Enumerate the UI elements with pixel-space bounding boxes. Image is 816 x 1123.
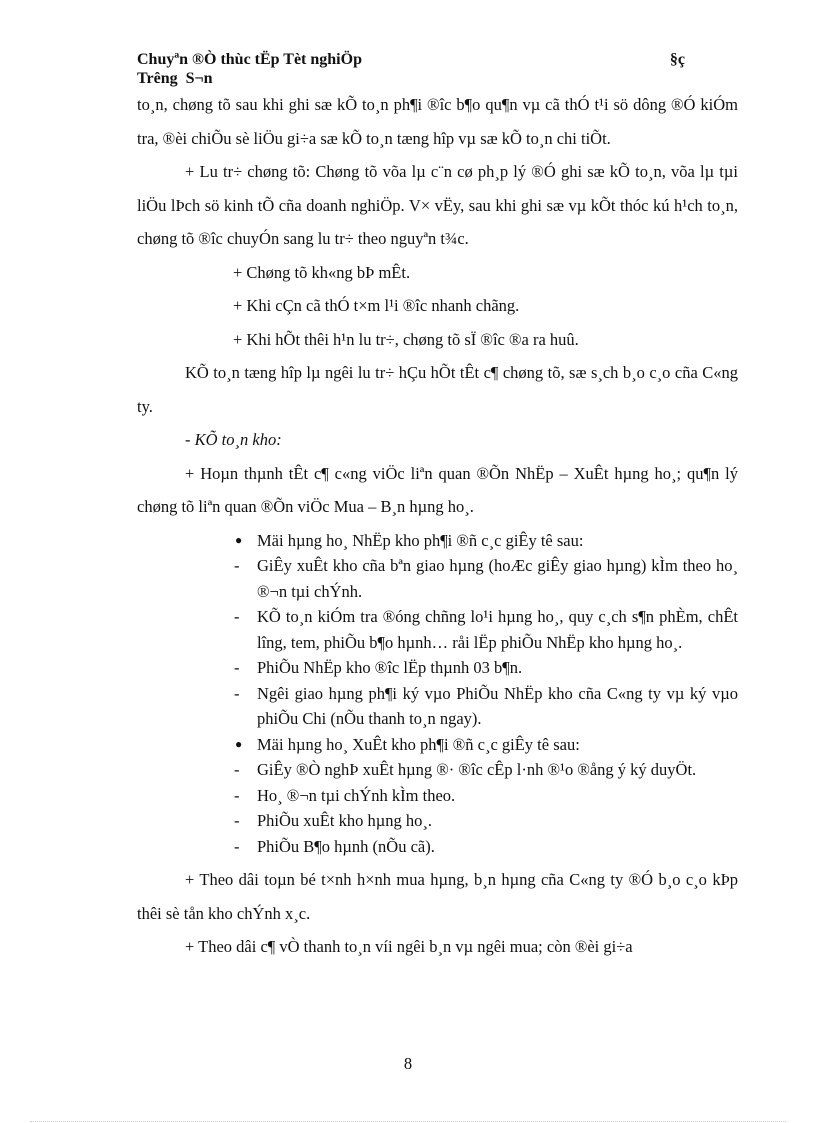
list-item (137, 834, 738, 860)
page-number: 8 (403, 1054, 413, 1073)
dash-marker: - (234, 785, 240, 805)
header-title-line-1: Chuyªn ®Ò thùc tËp Tèt nghiÖp (137, 51, 362, 68)
header-title-line-2: Trêng S¬n (137, 70, 213, 87)
list-item (137, 732, 738, 758)
page-header (137, 50, 697, 88)
section-heading-warehouse: - KÕ to¸n kho: (185, 430, 282, 449)
paragraph-general-accountant: KÕ to¸n tæng hîp lµ ngêi lu tr÷ hÇu hÕt tÊt c¶ chøng tõ, sæ s¸ch b¸o c¸o cña C«ng ty. (137, 363, 738, 416)
page-bottom-divider (30, 1121, 786, 1122)
list-item-text: PhiÕu NhËp kho ®îc lËp thµnh 03 b¶n. (257, 658, 523, 677)
list-item (137, 757, 738, 783)
paragraph-archive: + Lu tr÷ chøng tõ: Chøng tõ võa lµ c¨n cø ph¸p lý ®Ó ghi sæ kÕ to¸n, võa lµ tµi liÖu lÞch sö kinh tÕ cña doanh nghiÖp. V× vËy, sau khi ghi sæ vµ kÕt thóc kú h¹ch to¸n, chøng tõ ®îc chuyÓn sang lu tr÷ theo nguyªn t¾c. (137, 162, 738, 248)
list-item-text: Ho¸ ®¬n tµi chÝnh kÌm theo. (257, 785, 456, 805)
header-title-right: §ç (669, 51, 685, 68)
list-item-text: GiÊy ®Ò nghÞ xuÊt hµng ®· ®îc cÊp l·nh ®¹o ®ång ý ký duyÖt. (257, 760, 697, 779)
list-item-text: Mäi hµng ho¸ XuÊt kho ph¶i ®ñ c¸c giÊy tê sau: (257, 734, 580, 754)
sub-item: + Khi hÕt thêi h¹n lu tr÷, chøng tõ sÏ ®îc ®a ra huû. (233, 329, 579, 349)
paragraph-tracking-inventory: + Theo dâi toµn bé t×nh h×nh mua hµng, b¸n hµng cña C«ng ty ®Ó b¸o c¸o kÞp thêi sè tån kho chÝnh x¸c. (137, 870, 738, 923)
list-item (137, 655, 738, 681)
requirements-list (137, 528, 738, 860)
dash-marker: - (234, 836, 240, 856)
list-item-text: Mäi hµng ho¸ NhËp kho ph¶i ®ñ c¸c giÊy tê sau: (257, 530, 584, 550)
document-body (137, 88, 738, 964)
dash-marker: - (234, 811, 240, 830)
bullet-icon: ● (235, 532, 243, 547)
paragraph-continuation: to¸n, chøng tõ sau khi ghi sæ kÕ to¸n ph¶i ®îc b¶o qu¶n vµ cã thÓ t¹i sö dông ®Ó kiÓm tra, ®èi chiÕu sè liÖu gi÷a sæ kÕ to¸n tæng hîp vµ sæ kÕ to¸n chi tiÕt. (137, 95, 738, 148)
dash-marker: - (234, 683, 240, 703)
dash-marker: - (234, 658, 240, 677)
sub-item: + Khi cÇn cã thÓ t×m l¹i ®îc nhanh chãng. (233, 296, 520, 315)
dash-marker: - (234, 607, 240, 626)
list-item (137, 553, 738, 604)
paragraph-tracking-payments: + Theo dâi c¶ vÒ thanh to¸n víi ngêi b¸n vµ ngêi mua; còn ®èi gi÷a (185, 937, 633, 956)
list-item-text: PhiÕu xuÊt kho hµng ho¸. (257, 811, 432, 830)
dash-marker: - (234, 556, 240, 575)
list-item-text: Ngêi giao hµng ph¶i ký vµo PhiÕu NhËp kho cña C«ng ty vµ ký vµo phiÕu Chi (nÕu thanh to¸n ngay). (257, 683, 738, 728)
list-item-text: KÕ to¸n kiÓm tra ®óng chñng lo¹i hµng ho¸, quy c¸ch s¶n phÈm, chÊt lîng, tem, phiÕu b¶o hµnh… råi lËp phiÕu NhËp kho hµng ho¸. (257, 607, 738, 652)
dash-marker: - (234, 760, 240, 779)
list-item-text: GiÊy xuÊt kho cña bªn giao hµng (hoÆc giÊy giao hµng) kÌm theo ho¸ ®¬n tµi chÝnh. (257, 556, 738, 601)
list-item-text: PhiÕu B¶o hµnh (nÕu cã). (257, 836, 435, 856)
list-item (137, 783, 738, 809)
list-item (137, 808, 738, 834)
bullet-icon: ● (235, 736, 243, 751)
sub-item: + Chøng tõ kh«ng bÞ mÊt. (233, 262, 411, 282)
list-item (137, 681, 738, 732)
list-item (137, 528, 738, 554)
paragraph-warehouse-duties: + Hoµn thµnh tÊt c¶ c«ng viÖc liªn quan ®Õn NhËp – XuÊt hµng ho¸; qu¶n lý chøng tõ liªn quan ®Õn viÖc Mua – B¸n hµng ho¸. (137, 463, 738, 516)
list-item (137, 604, 738, 655)
